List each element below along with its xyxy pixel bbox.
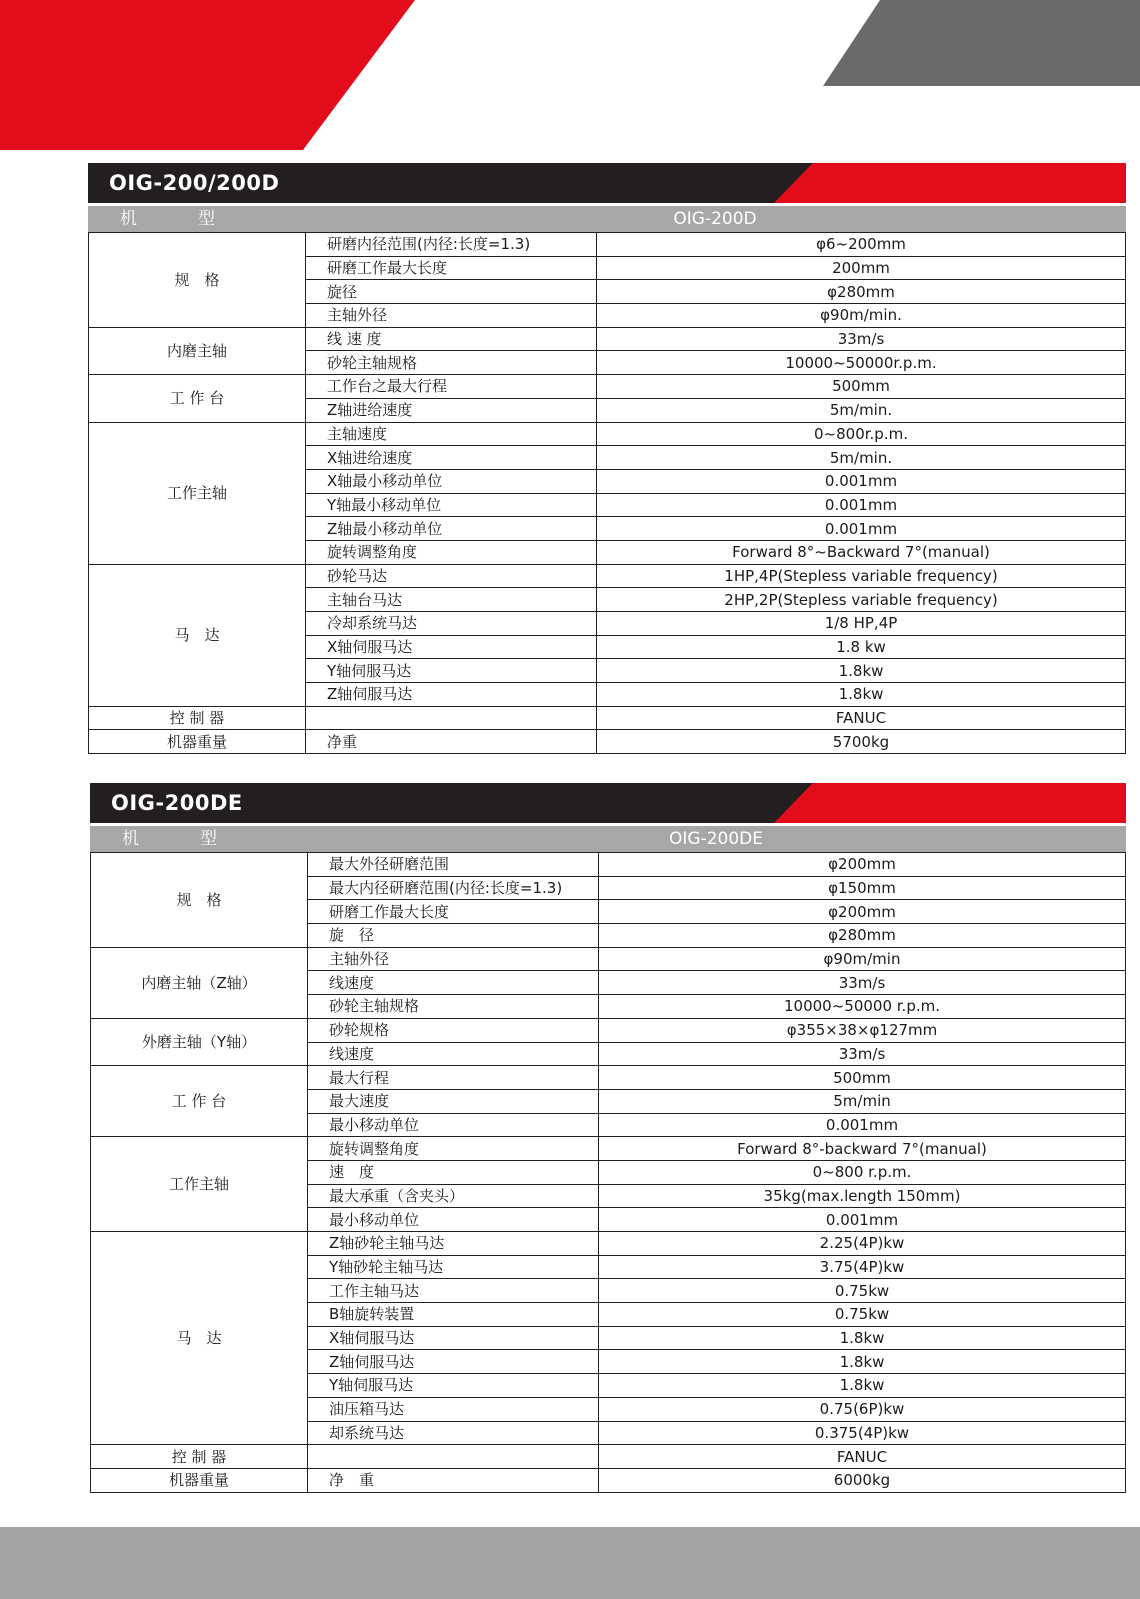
spec-item-label: 最大内径研磨范围(内径:长度=1.3) (308, 876, 599, 900)
spec-item-label: 冷却系统马达 (306, 612, 597, 636)
spec-table (90, 852, 1126, 1493)
decorative-red-corner (0, 0, 415, 150)
spec-value: φ90m/min (599, 947, 1126, 971)
spec-item-label: X轴伺服马达 (306, 635, 597, 659)
spec-item-label: 最大外径研磨范围 (308, 853, 599, 877)
spec-item-label (306, 706, 597, 730)
section-title: OIG-200DE (111, 791, 243, 815)
spec-value: φ355×38×φ127mm (599, 1018, 1126, 1042)
spec-value: FANUC (599, 1445, 1126, 1469)
spec-item-label: 旋 径 (308, 924, 599, 948)
spec-group-label: 规 格 (91, 853, 308, 948)
spec-value: 500mm (597, 375, 1126, 399)
spec-item-label: Z轴伺服马达 (308, 1350, 599, 1374)
spec-value: 0.001mm (597, 469, 1126, 493)
spec-group-label: 工作主轴 (89, 422, 306, 564)
spec-value: 1.8kw (599, 1350, 1126, 1374)
spec-value: 5m/min. (597, 398, 1126, 422)
spec-item-label: 旋转调整角度 (308, 1137, 599, 1161)
section-title-bar (88, 163, 1126, 203)
spec-group-label: 外磨主轴（Y轴） (91, 1018, 308, 1065)
spec-item-label: 最小移动单位 (308, 1208, 599, 1232)
decorative-footer-band (0, 1527, 1140, 1599)
spec-value: Forward 8°-backward 7°(manual) (599, 1137, 1126, 1161)
spec-value: 35kg(max.length 150mm) (599, 1184, 1126, 1208)
spec-item-label: Y轴伺服马达 (308, 1374, 599, 1398)
table-row (89, 706, 1126, 730)
spec-value: 0~800r.p.m. (597, 422, 1126, 446)
table-row (91, 1137, 1126, 1161)
spec-group-label: 控 制 器 (89, 706, 306, 730)
spec-item-label: Z轴伺服马达 (306, 683, 597, 707)
spec-item-label: 油压箱马达 (308, 1397, 599, 1421)
spec-item-label: Y轴最小移动单位 (306, 493, 597, 517)
spec-item-label: 净重 (306, 730, 597, 754)
spec-item-label: B轴旋转装置 (308, 1303, 599, 1327)
spec-item-label: 砂轮主轴规格 (306, 351, 597, 375)
spec-value: Forward 8°~Backward 7°(manual) (597, 540, 1126, 564)
spec-item-label: 工作台之最大行程 (306, 375, 597, 399)
spec-group-label: 工作主轴 (91, 1137, 308, 1232)
spec-value: φ280mm (597, 280, 1126, 304)
section-title: OIG-200/200D (109, 171, 280, 195)
table-row (91, 1445, 1126, 1469)
spec-group-label: 工 作 台 (91, 1066, 308, 1137)
table-row (89, 730, 1126, 754)
spec-value: 33m/s (599, 1042, 1126, 1066)
spec-item-label: Z轴砂轮主轴马达 (308, 1232, 599, 1256)
spec-item-label: 线 速 度 (306, 327, 597, 351)
spec-item-label: 最大速度 (308, 1089, 599, 1113)
table-row (89, 564, 1126, 588)
spec-section-oig-200 (88, 163, 1126, 754)
spec-item-label: 研磨内径范围(内径:长度=1.3) (306, 233, 597, 257)
spec-value: 33m/s (599, 971, 1126, 995)
spec-value: 2HP,2P(Stepless variable frequency) (597, 588, 1126, 612)
spec-item-label: Z轴进给速度 (306, 398, 597, 422)
spec-group-label: 规 格 (89, 233, 306, 328)
spec-value: 10000~50000 r.p.m. (599, 995, 1126, 1019)
spec-item-label: 最小移动单位 (308, 1113, 599, 1137)
spec-item-label: 旋径 (306, 280, 597, 304)
spec-item-label: 旋转调整角度 (306, 540, 597, 564)
spec-item-label: 主轴台马达 (306, 588, 597, 612)
spec-item-label: Y轴砂轮主轴马达 (308, 1255, 599, 1279)
spec-value: 1.8kw (599, 1326, 1126, 1350)
table-row (89, 422, 1126, 446)
spec-item-label: 净 重 (308, 1468, 599, 1492)
spec-value: 1.8kw (597, 683, 1126, 707)
model-row (90, 826, 1126, 852)
spec-value: φ200mm (599, 900, 1126, 924)
spec-group-label: 马 达 (89, 564, 306, 706)
spec-value: 5700kg (597, 730, 1126, 754)
spec-value: 2.25(4P)kw (599, 1232, 1126, 1256)
model-value: OIG-200DE (669, 829, 763, 849)
spec-item-label: 研磨工作最大长度 (308, 900, 599, 924)
spec-value: 0.001mm (597, 517, 1126, 541)
spec-value: 6000kg (599, 1468, 1126, 1492)
spec-item-label: 却系统马达 (308, 1421, 599, 1445)
spec-value: φ150mm (599, 876, 1126, 900)
spec-value: 0.75kw (599, 1303, 1126, 1327)
spec-group-label: 马 达 (91, 1232, 308, 1445)
title-bar-red-accent (774, 783, 1126, 823)
spec-item-label: 工作主轴马达 (308, 1279, 599, 1303)
spec-value: φ280mm (599, 924, 1126, 948)
spec-value: 1/8 HP,4P (597, 612, 1126, 636)
spec-value: 0.001mm (599, 1208, 1126, 1232)
spec-group-label: 控 制 器 (91, 1445, 308, 1469)
spec-value: 500mm (599, 1066, 1126, 1090)
table-row (91, 1468, 1126, 1492)
spec-value: 200mm (597, 256, 1126, 280)
spec-value: 3.75(4P)kw (599, 1255, 1126, 1279)
spec-item-label: 线速度 (308, 1042, 599, 1066)
spec-value: 1.8kw (597, 659, 1126, 683)
spec-value: 0.75(6P)kw (599, 1397, 1126, 1421)
spec-item-label: 最大行程 (308, 1066, 599, 1090)
spec-value: 1.8 kw (597, 635, 1126, 659)
spec-item-label: Y轴伺服马达 (306, 659, 597, 683)
spec-item-label: X轴最小移动单位 (306, 469, 597, 493)
spec-item-label: 砂轮马达 (306, 564, 597, 588)
spec-value: 0~800 r.p.m. (599, 1160, 1126, 1184)
model-label: 机 型 (120, 209, 237, 229)
spec-value: 5m/min (599, 1089, 1126, 1113)
spec-item-label: 速 度 (308, 1160, 599, 1184)
spec-value: φ6~200mm (597, 233, 1126, 257)
model-value: OIG-200D (673, 209, 757, 229)
table-row (89, 233, 1126, 257)
decorative-gray-corner (823, 0, 1140, 86)
spec-value: φ90m/min. (597, 304, 1126, 328)
model-label: 机 型 (122, 829, 239, 849)
spec-item-label: 砂轮规格 (308, 1018, 599, 1042)
spec-value: 1HP,4P(Stepless variable frequency) (597, 564, 1126, 588)
spec-value: 1.8kw (599, 1374, 1126, 1398)
table-row (91, 1066, 1126, 1090)
spec-group-label: 机器重量 (91, 1468, 308, 1492)
spec-item-label (308, 1445, 599, 1469)
spec-item-label: Z轴最小移动单位 (306, 517, 597, 541)
spec-group-label: 机器重量 (89, 730, 306, 754)
title-bar-red-accent (774, 163, 1126, 203)
spec-value: φ200mm (599, 853, 1126, 877)
spec-table (88, 232, 1126, 754)
spec-value: 0.75kw (599, 1279, 1126, 1303)
spec-value: 5m/min. (597, 446, 1126, 470)
spec-group-label: 内磨主轴（Z轴） (91, 947, 308, 1018)
spec-item-label: 线速度 (308, 971, 599, 995)
spec-section-oig-200de (90, 783, 1126, 1493)
spec-value: 0.001mm (599, 1113, 1126, 1137)
spec-value: FANUC (597, 706, 1126, 730)
spec-item-label: 最大承重（含夹头） (308, 1184, 599, 1208)
table-row (91, 853, 1126, 877)
section-title-bar (90, 783, 1126, 823)
table-row (89, 327, 1126, 351)
spec-group-label: 内磨主轴 (89, 327, 306, 374)
spec-item-label: 主轴速度 (306, 422, 597, 446)
spec-value: 0.375(4P)kw (599, 1421, 1126, 1445)
spec-group-label: 工 作 台 (89, 375, 306, 422)
spec-item-label: 砂轮主轴规格 (308, 995, 599, 1019)
table-row (91, 1232, 1126, 1256)
spec-item-label: X轴进给速度 (306, 446, 597, 470)
spec-item-label: 主轴外径 (306, 304, 597, 328)
table-row (89, 375, 1126, 399)
spec-value: 10000~50000r.p.m. (597, 351, 1126, 375)
table-row (91, 947, 1126, 971)
spec-value: 0.001mm (597, 493, 1126, 517)
spec-item-label: 研磨工作最大长度 (306, 256, 597, 280)
spec-item-label: 主轴外径 (308, 947, 599, 971)
spec-value: 33m/s (597, 327, 1126, 351)
table-row (91, 1018, 1126, 1042)
spec-item-label: X轴伺服马达 (308, 1326, 599, 1350)
model-row (88, 206, 1126, 232)
